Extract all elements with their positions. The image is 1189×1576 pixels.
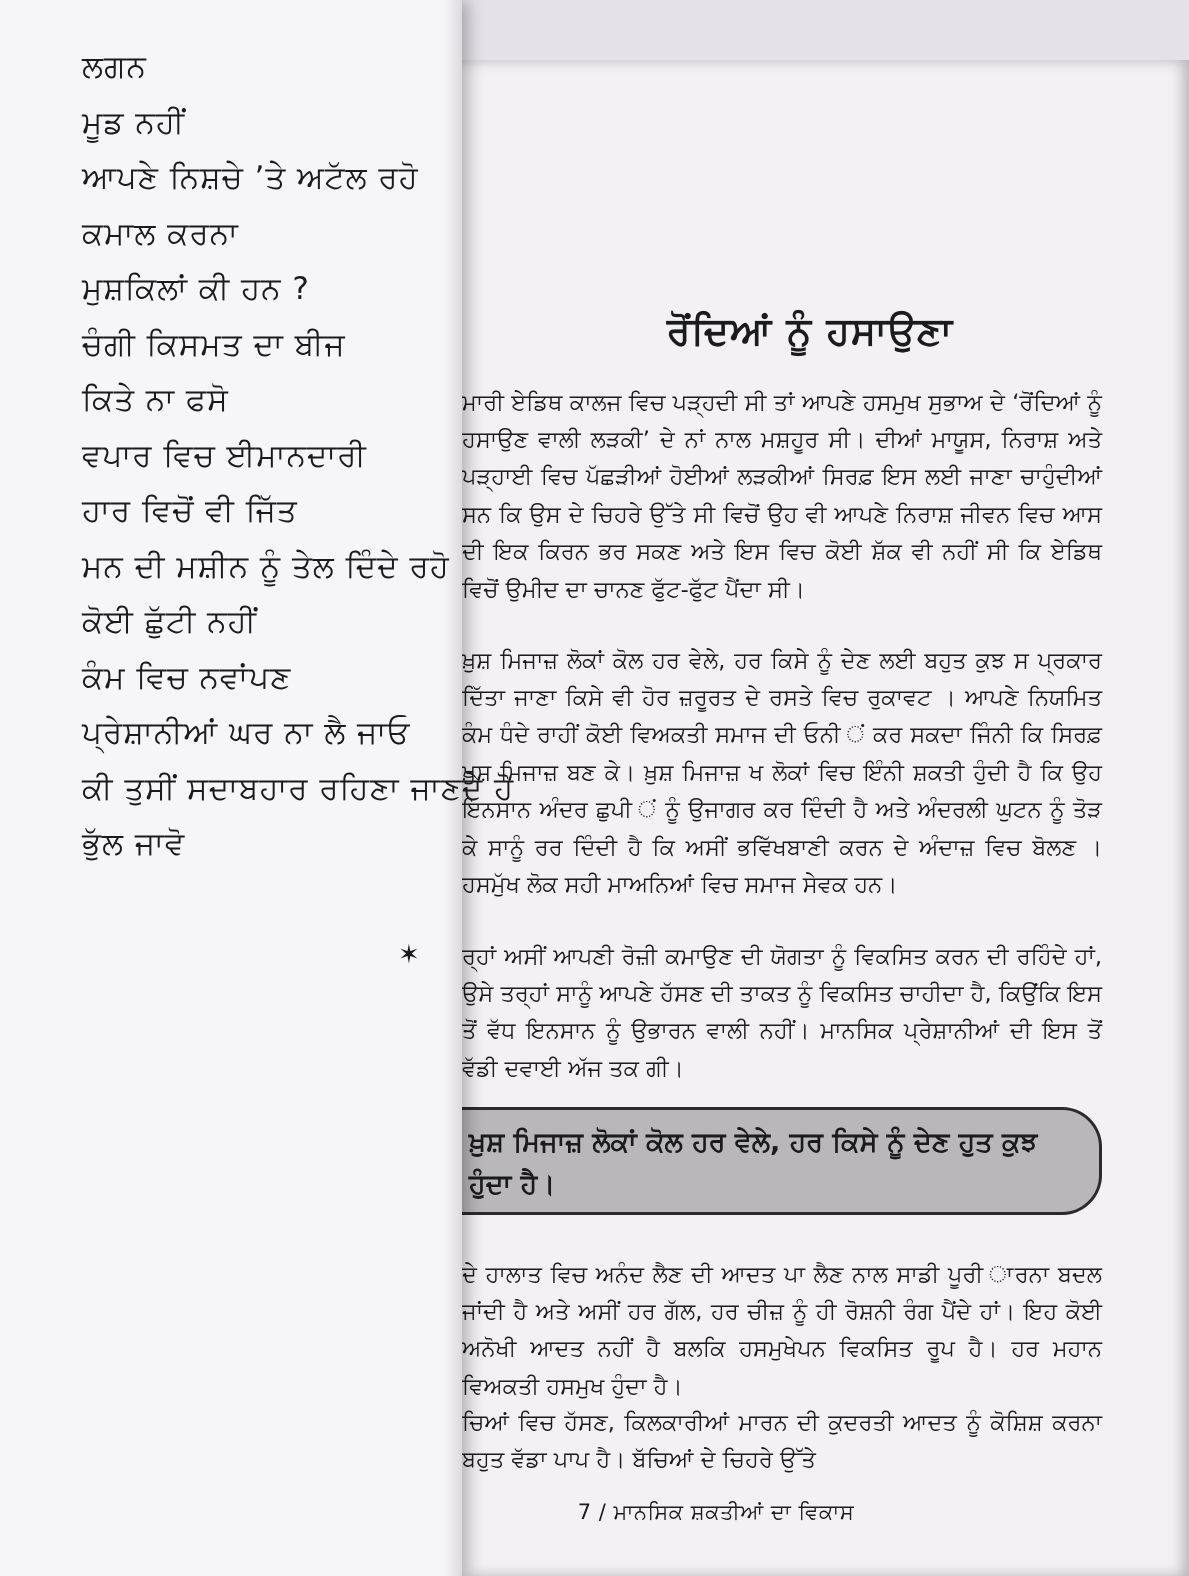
toc-item: ਵਪਾਰ ਵਿਚ ਈਮਾਨਦਾਰੀ <box>82 437 367 474</box>
toc-item: ਮੁਸ਼ਕਿਲਾਂ ਕੀ ਹਨ ? <box>82 271 310 307</box>
toc-item: ਕੰਮ ਵਿਚ ਨਵਾਂਪਣ <box>82 659 292 696</box>
table-of-contents <box>82 40 515 873</box>
pull-quote-box: ਖ਼ੁਸ਼ ਮਿਜਾਜ਼ ਲੋਕਾਂ ਕੋਲ ਹਰ ਵੇਲੇ, ਹਰ ਕਿਸੇ ਨੂੰ ਦੇਣ ਹੁਤ ਕੁਝ ਹੁੰਦਾ ਹੈ। <box>440 1107 1102 1215</box>
toc-item: ਮਨ ਦੀ ਮਸ਼ੀਨ ਨੂੰ ਤੇਲ ਦਿੰਦੇ ਰਹੋ <box>82 548 450 585</box>
toc-item: ਪ੍ਰੇਸ਼ਾਨੀਆਂ ਘਰ ਨਾ ਲੈ ਜਾਓ <box>82 715 411 751</box>
star-ornament-icon: ✶ <box>398 940 420 970</box>
paragraph: ਚਿਆਂ ਵਿਚ ਹੱਸਣ, ਕਿਲਕਾਰੀਆਂ ਮਾਰਨ ਦੀ ਕੁਦਰਤੀ ਆਦਤ ਨੂੰ ਕੋਸ਼ਿਸ਼ ਕਰਨਾ ਬਹੁਤ ਵੱਡਾ ਪਾਪ ਹੈ। ਬੱਚਿਆਂ ਦੇ ਚਿਹਰੇ ਉੱਤੇ <box>462 1409 1102 1473</box>
paragraph: ਮਾਰੀ ਏਡਿਥ ਕਾਲਜ ਵਿਚ ਪੜ੍ਹਦੀ ਸੀ ਤਾਂ ਆਪਣੇ ਹਸਮੁਖ ਸੁਭਾਅ ਦੇ ‘ਰੋਂਦਿਆਂ ਨੂੰ ਹਸਾਉਣ ਵਾਲੀ ਲੜਕੀ’ ਦੇ ਨਾਂ ਨਾਲ ਮਸ਼ਹੂਰ ਸੀ। ਦੀਆਂ ਮਾਯੂਸ, ਨਿਰਾਸ਼ ਅਤੇ ਪੜ੍ਹਾਈ ਵਿਚ ਪੱਛੜੀਆਂ ਹੋਈਆਂ ਲੜਕੀਆਂ ਸਿਰਫ਼ ਇਸ ਲਈ ਜਾਣਾ ਚਾਹੁੰਦੀਆਂ ਸਨ ਕਿ ਉਸ ਦੇ ਚਿਹਰੇ ਉੱਤੇ ਸੀ ਵਿਚੋਂ ਉਹ ਵੀ ਆਪਣੇ ਨਿਰਾਸ਼ ਜੀਵਨ ਵਿਚ ਆਸ ਦੀ ਇਕ ਕਿਰਨ ਭਰ ਸਕਣ ਅਤੇ ਇਸ ਵਿਚ ਕੋਈ ਸ਼ੱਕ ਵੀ ਨਹੀਂ ਸੀ ਕਿ ਏਡਿਥ ਵਿਚੋਂ ਉਮੀਦ ਦਾ ਚਾਨਣ ਫੁੱਟ-ਫੁੱਟ ਪੈਂਦਾ ਸੀ। <box>462 389 1102 603</box>
toc-item: ਕੋਈ ਛੁੱਟੀ ਨਹੀਂ <box>82 604 257 640</box>
toc-item: ਕੀ ਤੁਸੀਂ ਸਦਾਬਹਾਰ ਰਹਿਣਾ ਜਾਣਦੇ ਹੋ <box>82 770 515 807</box>
toc-item: ਲਗਨ <box>82 49 147 85</box>
toc-item: ਭੁੱਲ ਜਾਵੋ <box>82 826 186 862</box>
toc-item: ਕਿਤੇ ਨਾ ਫਸੋ <box>82 382 229 418</box>
paragraph: ਦੇ ਹਾਲਾਤ ਵਿਚ ਅਨੰਦ ਲੈਣ ਦੀ ਆਦਤ ਪਾ ਲੈਣ ਨਾਲ ਸਾਡੀ ਪੂਰੀ ਾਰਨਾ ਬਦਲ ਜਾਂਦੀ ਹੈ ਅਤੇ ਅਸੀਂ ਹਰ ਗੱਲ, ਹਰ ਚੀਜ਼ ਨੂੰ ਹੀ ਰੋਸ਼ਨੀ ਰੰਗ ਪੈਂਦੇ ਹਾਂ। ਇਹ ਕੋਈ ਅਨੋਖੀ ਆਦਤ ਨਹੀਂ ਹੈ ਬਲਕਿ ਹਸਮੁਖੇਪਨ ਵਿਕਸਿਤ ਰੂਪ ਹੈ। ਹਰ ਮਹਾਨ ਵਿਅਕਤੀ ਹਸਮੁਖ ਹੁੰਦਾ ਹੈ। <box>462 1261 1102 1400</box>
page-footer: 7 / ਮਾਨਸਿਕ ਸ਼ਕਤੀਆਂ ਦਾ ਵਿਕਾਸ <box>577 1500 855 1524</box>
background-surface <box>420 0 1189 60</box>
left-page <box>0 0 515 1576</box>
toc-item: ਕਮਾਲ ਕਰਨਾ <box>82 215 239 252</box>
toc-item: ਹਾਰ ਵਿਚੋਂ ਵੀ ਜਿੱਤ <box>82 493 298 529</box>
chapter-title: ਰੋਂਦਿਆਂ ਨੂੰ ਹਸਾਉਣਾ <box>666 309 954 354</box>
toc-item: ਆਪਣੇ ਨਿਸ਼ਚੇ ’ਤੇ ਅਟੱਲ ਰਹੋ <box>82 160 419 196</box>
paragraph: ਖ਼ੁਸ਼ ਮਿਜਾਜ਼ ਲੋਕਾਂ ਕੋਲ ਹਰ ਵੇਲੇ, ਹਰ ਕਿਸੇ ਨੂੰ ਦੇਣ ਲਈ ਬਹੁਤ ਕੁਝ ਸ ਪ੍ਰਕਾਰ ਦਿੱਤਾ ਜਾਣਾ ਕਿਸੇ ਵੀ ਹੋਰ ਜ਼ਰੂਰਤ ਦੇ ਰਸਤੇ ਵਿਚ ਰੁਕਾਵਟ । ਆਪਣੇ ਨਿਯਮਿਤ ਕੰਮ ਧੰਦੇ ਰਾਹੀਂ ਕੋਈ ਵਿਅਕਤੀ ਸਮਾਜ ਦੀ ਓਨੀ ਂ ਕਰ ਸਕਦਾ ਜਿੰਨੀ ਕਿ ਸਿਰਫ਼ ਖ਼ੁਸ਼ ਮਿਜਾਜ਼ ਬਣ ਕੇ। ਖ਼ੁਸ਼ ਮਿਜਾਜ਼ ਖ ਲੋਕਾਂ ਵਿਚ ਇੰਨੀ ਸ਼ਕਤੀ ਹੁੰਦੀ ਹੈ ਕਿ ਉਹ ਇਨਸਾਨ ਅੰਦਰ ਛੁਪੀ ਂ ਨੂੰ ਉਜਾਗਰ ਕਰ ਦਿੰਦੀ ਹੈ ਅਤੇ ਅੰਦਰਲੀ ਘੁਟਨ ਨੂੰ ਤੋੜ ਕੇ ਸਾਨੂੰ ਰਰ ਦਿੰਦੀ ਹੈ ਕਿ ਅਸੀਂ ਭਵਿੱਖਬਾਣੀ ਕਰਨ ਦੇ ਅੰਦਾਜ਼ ਵਿਚ ਬੋਲਣ । ਹਸਮੁੱਖ ਲੋਕ ਸਹੀ ਮਾਅਨਿਆਂ ਵਿਚ ਸਮਾਜ ਸੇਵਕ ਹਨ। <box>462 647 1102 898</box>
paragraph: ਰ੍ਹਾਂ ਅਸੀਂ ਆਪਣੀ ਰੋਜ਼ੀ ਕਮਾਉਣ ਦੀ ਯੋਗਤਾ ਨੂੰ ਵਿਕਸਿਤ ਕਰਨ ਦੀ ਰਹਿੰਦੇ ਹਾਂ, ਉਸੇ ਤਰ੍ਹਾਂ ਸਾਨੂੰ ਆਪਣੇ ਹੱਸਣ ਦੀ ਤਾਕਤ ਨੂੰ ਵਿਕਸਿਤ ਚਾਹੀਦਾ ਹੈ, ਕਿਉਂਕਿ ਇਸ ਤੋਂ ਵੱਧ ਇਨਸਾਨ ਨੂੰ ਉਭਾਰਨ ਵਾਲੀ ਨਹੀਂ। ਮਾਨਸਿਕ ਪ੍ਰੇਸ਼ਾਨੀਆਂ ਦੀ ਇਸ ਤੋਂ ਵੱਡੀ ਦਵਾਈ ਅੱਜ ਤਕ ਗੀ। <box>462 943 1102 1082</box>
toc-item: ਮੂਡ ਨਹੀਂ <box>82 104 186 141</box>
toc-item: ਚੰਗੀ ਕਿਸਮਤ ਦਾ ਬੀਜ <box>82 326 346 363</box>
